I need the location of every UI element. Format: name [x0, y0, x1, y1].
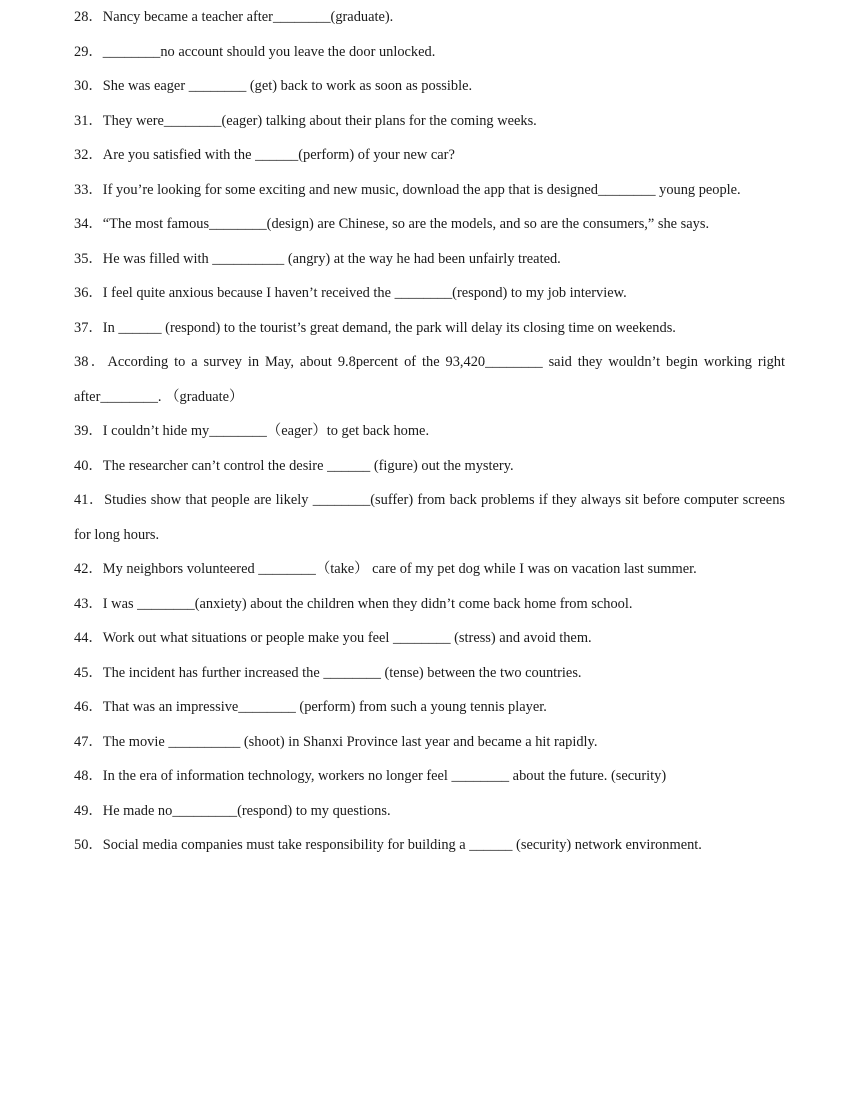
- question-text: In the era of information technology, workers no longer feel ________ about the future. (security): [102, 768, 667, 784]
- question-text: If you’re looking for some exciting and new music, download the app that is designed________ young people.: [102, 181, 741, 198]
- question-text: Studies show that people are likely ________(suffer) from back problems if they always sit before computer screens for long hours.: [74, 492, 785, 543]
- question-39: [74, 414, 785, 449]
- question-number: 49．: [74, 802, 103, 819]
- question-37: [74, 311, 785, 346]
- question-text: They were________(eager) talking about their plans for the coming weeks.: [102, 112, 537, 129]
- question-50: [74, 828, 785, 863]
- question-number: 28．: [74, 9, 103, 25]
- question-29: [74, 35, 785, 70]
- question-43: [74, 587, 785, 622]
- question-text: Social media companies must take responsibility for building a ______ (security) network environment.: [102, 837, 702, 853]
- question-text: The incident has further increased the ________ (tense) between the two countries.: [102, 664, 582, 681]
- question-41: [74, 483, 785, 552]
- question-38: [74, 345, 785, 414]
- question-number: 29．: [74, 43, 103, 60]
- question-47: [74, 725, 785, 760]
- question-number: 34．: [74, 216, 103, 232]
- question-number: 43．: [74, 595, 103, 612]
- question-number: 30．: [74, 78, 103, 94]
- question-number: 35．: [74, 250, 103, 267]
- question-number: 36．: [74, 285, 103, 301]
- question-number: 39．: [74, 423, 103, 439]
- question-text: My neighbors volunteered ________（take） care of my pet dog while I was on vacation last summer.: [102, 561, 697, 577]
- question-text: ________no account should you leave the door unlocked.: [102, 43, 436, 60]
- question-text: Nancy became a teacher after________(graduate).: [102, 9, 394, 25]
- question-31: [74, 104, 785, 139]
- question-text: The movie __________ (shoot) in Shanxi Province last year and became a hit rapidly.: [102, 733, 598, 750]
- question-44: [74, 621, 785, 656]
- question-30: [74, 69, 785, 104]
- question-32: [74, 138, 785, 173]
- question-number: 37．: [74, 319, 103, 336]
- question-number: 38．: [74, 354, 108, 370]
- question-text: In ______ (respond) to the tourist’s great demand, the park will delay its closing time on weekends.: [102, 319, 676, 336]
- question-33: [74, 173, 785, 208]
- question-number: 32．: [74, 147, 103, 163]
- question-text: That was an impressive________ (perform) from such a young tennis player.: [102, 699, 547, 715]
- question-46: [74, 690, 785, 725]
- question-text: Work out what situations or people make you feel ________ (stress) and avoid them.: [102, 630, 592, 646]
- question-text: She was eager ________ (get) back to work as soon as possible.: [102, 78, 473, 94]
- question-text: He was filled with __________ (angry) at the way he had been unfairly treated.: [102, 250, 561, 267]
- question-number: 48．: [74, 768, 103, 784]
- question-number: 42．: [74, 561, 103, 577]
- question-text: Are you satisfied with the ______(perform) of your new car?: [102, 147, 455, 163]
- question-text: He made no_________(respond) to my questions.: [102, 802, 391, 819]
- question-text: I was ________(anxiety) about the children when they didn’t come back home from school.: [102, 595, 633, 612]
- question-45: [74, 656, 785, 691]
- question-number: 44．: [74, 630, 103, 646]
- question-49: [74, 794, 785, 829]
- question-number: 41．: [74, 492, 105, 508]
- question-40: [74, 449, 785, 484]
- question-36: [74, 276, 785, 311]
- question-text: According to a survey in May, about 9.8percent of the 93,420________ said they wouldn’t begin working right after________. （graduate）: [74, 354, 785, 405]
- question-number: 33．: [74, 181, 103, 198]
- question-48: [74, 759, 785, 794]
- question-number: 50．: [74, 837, 103, 853]
- question-28: [74, 0, 785, 35]
- question-35: [74, 242, 785, 277]
- question-number: 31．: [74, 112, 103, 129]
- question-42: [74, 552, 785, 587]
- exercise-page: [74, 0, 785, 863]
- question-number: 40．: [74, 457, 103, 474]
- question-text: “The most famous________(design) are Chinese, so are the models, and so are the consumers,” she says.: [102, 216, 710, 232]
- question-text: I feel quite anxious because I haven’t received the ________(respond) to my job interview.: [102, 285, 627, 301]
- question-text: The researcher can’t control the desire ______ (figure) out the mystery.: [102, 457, 514, 474]
- question-34: [74, 207, 785, 242]
- question-text: I couldn’t hide my________（eager）to get back home.: [102, 423, 430, 439]
- question-number: 46．: [74, 699, 103, 715]
- question-number: 47．: [74, 733, 103, 750]
- question-number: 45．: [74, 664, 103, 681]
